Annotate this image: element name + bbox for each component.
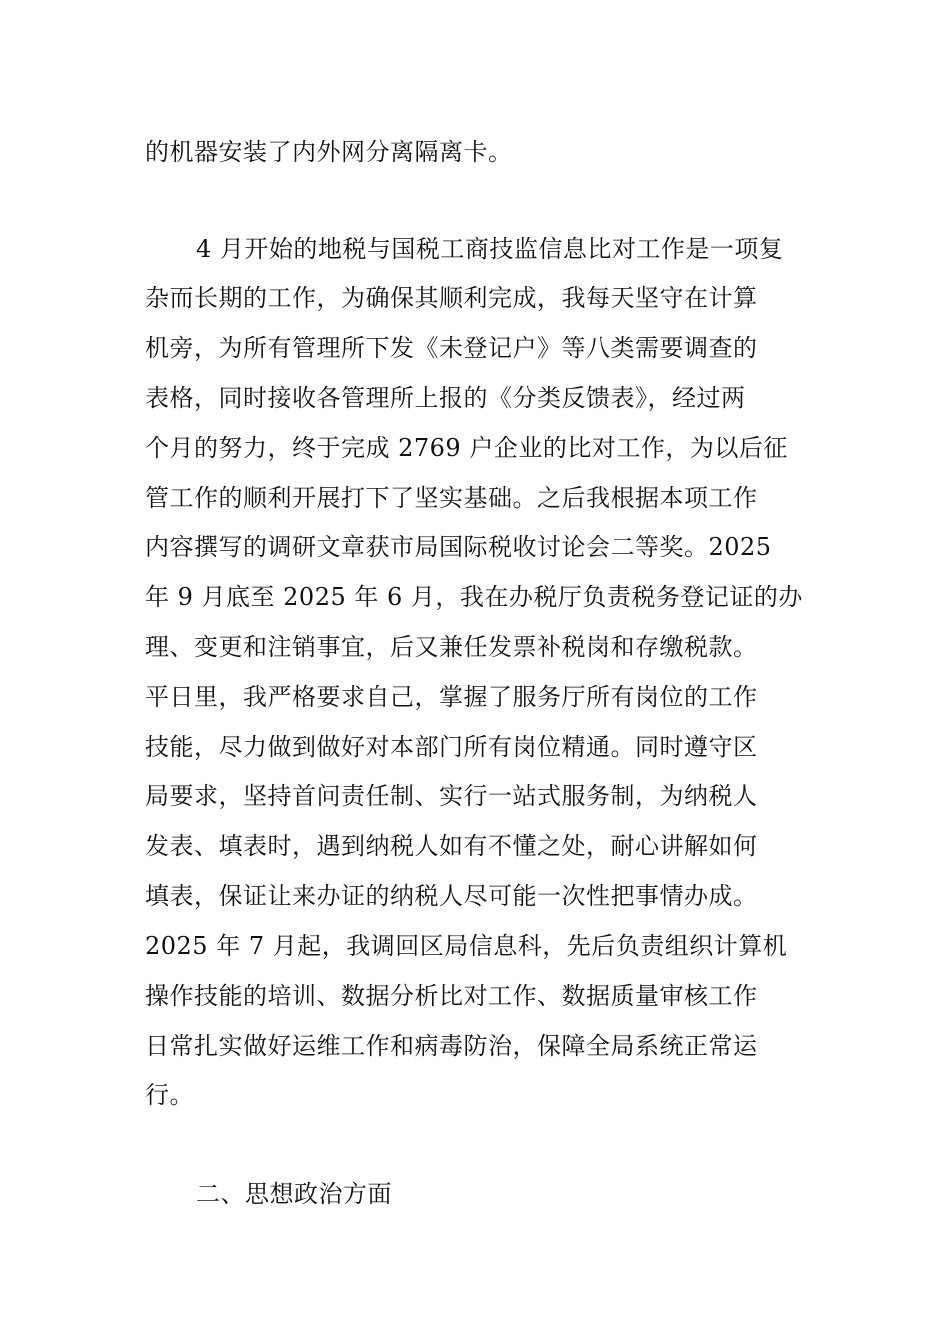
text-line: 4 月开始的地税与国税工商技监信息比对工作是一项复 [196, 235, 784, 263]
text-line: 填表，保证让来办证的纳税人尽可能一次性把事情办成。 [145, 882, 758, 910]
text-line: 2025 年 7 月起，我调回区局信息科，先后负责组织计算机 [145, 932, 788, 960]
text-line: 的机器安装了内外网分离隔离卡。 [145, 138, 513, 166]
text-line: 管工作的顺利开展打下了坚实基础。之后我根据本项工作 [145, 484, 758, 512]
text-line: 理、变更和注销事宜，后又兼任发票补税岗和存缴税款。 [145, 633, 758, 661]
text-line: 操作技能的培训、数据分析比对工作、数据质量审核工作 [145, 982, 758, 1010]
text-line: 杂而长期的工作，为确保其顺利完成，我每天坚守在计算 [145, 284, 758, 312]
text-line: 平日里，我严格要求自己，掌握了服务厅所有岗位的工作 [145, 683, 758, 711]
text-line: 技能，尽力做到做好对本部门所有岗位精通。同时遵守区 [145, 733, 758, 761]
section-heading: 二、思想政治方面 [196, 1180, 392, 1208]
text-line: 日常扎实做好运维工作和病毒防治，保障全局系统正常运 [145, 1032, 758, 1060]
text-line: 个月的努力，终于完成 2769 户企业的比对工作，为以后征 [145, 434, 788, 462]
text-line: 表格，同时接收各管理所上报的《分类反馈表》，经过两 [145, 384, 746, 412]
text-line: 局要求，坚持首问责任制、实行一站式服务制，为纳税人 [145, 782, 758, 810]
text-line: 内容撰写的调研文章获市局国际税收讨论会二等奖。2025 [145, 533, 772, 561]
text-line: 行。 [145, 1081, 194, 1109]
text-line: 发表、填表时，遇到纳税人如有不懂之处，耐心讲解如何 [145, 832, 758, 860]
text-line: 年 9 月底至 2025 年 6 月，我在办税厅负责税务登记证的办 [145, 583, 803, 611]
text-line: 机旁，为所有管理所下发《未登记户》等八类需要调查的 [145, 334, 758, 362]
